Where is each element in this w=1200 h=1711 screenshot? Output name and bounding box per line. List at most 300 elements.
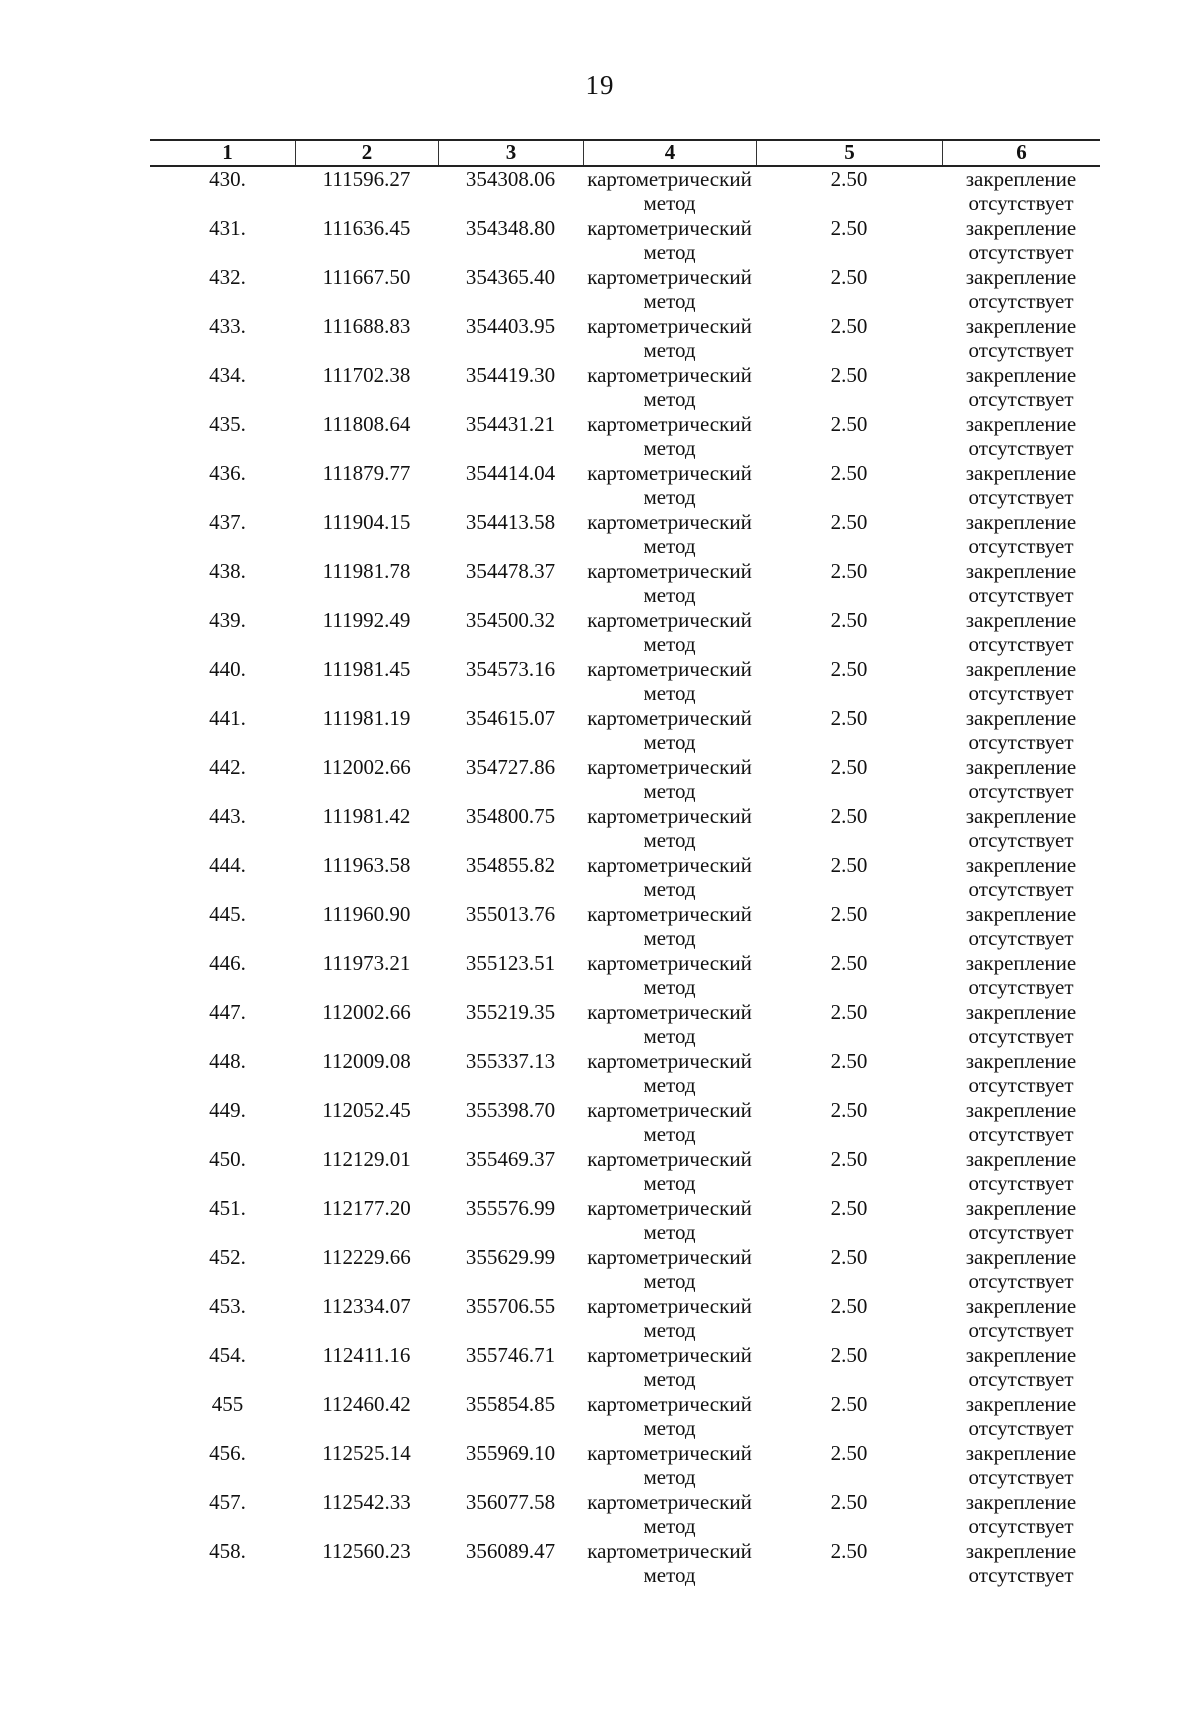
accuracy-cell <box>756 412 942 461</box>
point-number-cell <box>150 1000 295 1049</box>
y-coordinate-cell <box>438 363 583 412</box>
marker-description-cell-text: закрепление <box>965 363 1077 387</box>
table-row <box>150 1441 1100 1490</box>
x-coordinate-cell-text: 111636.45 <box>322 216 411 240</box>
marker-description-cell <box>942 363 1100 412</box>
y-coordinate-cell-text: 355219.35 <box>465 1000 556 1024</box>
x-coordinate-cell <box>295 951 438 1000</box>
accuracy-cell <box>756 951 942 1000</box>
marker-description-cell-text: закрепление <box>965 755 1077 779</box>
accuracy-cell-text: 2.50 <box>830 1196 868 1220</box>
marker-description-cell-text: отсутствует <box>968 828 1074 852</box>
x-coordinate-cell-text: 111960.90 <box>322 902 411 926</box>
method-cell <box>583 1147 756 1196</box>
accuracy-cell-text: 2.50 <box>830 1490 868 1514</box>
y-coordinate-cell-text: 354348.80 <box>465 216 556 240</box>
point-number-cell-text: 442. <box>209 755 246 779</box>
marker-description-cell-text: отсутствует <box>968 1416 1074 1440</box>
method-cell-text: картометрический <box>587 1196 752 1220</box>
accuracy-cell-text: 2.50 <box>830 1294 868 1318</box>
x-coordinate-cell-text: 111688.83 <box>322 314 411 338</box>
marker-description-cell <box>942 216 1100 265</box>
x-coordinate-cell <box>295 167 438 216</box>
method-cell <box>583 1196 756 1245</box>
y-coordinate-cell <box>438 412 583 461</box>
point-number-cell <box>150 1294 295 1343</box>
x-coordinate-cell-text: 111973.21 <box>322 951 411 975</box>
table-row <box>150 706 1100 755</box>
marker-description-cell-text: закрепление <box>965 1490 1077 1514</box>
table-row <box>150 1049 1100 1098</box>
point-number-cell-text: 434. <box>209 363 246 387</box>
method-cell-text: картометрический <box>587 1539 752 1563</box>
accuracy-cell <box>756 1147 942 1196</box>
x-coordinate-cell-text: 112129.01 <box>322 1147 411 1171</box>
x-coordinate-cell <box>295 461 438 510</box>
y-coordinate-cell <box>438 167 583 216</box>
marker-description-cell <box>942 265 1100 314</box>
y-coordinate-cell-text: 354478.37 <box>465 559 556 583</box>
method-cell-text: метод <box>643 1269 696 1293</box>
method-cell-text: метод <box>643 240 696 264</box>
point-number-cell-text: 431. <box>209 216 246 240</box>
x-coordinate-cell <box>295 1441 438 1490</box>
table-row <box>150 167 1100 216</box>
table-row <box>150 1147 1100 1196</box>
accuracy-cell-text: 2.50 <box>830 461 868 485</box>
method-cell-text: метод <box>643 681 696 705</box>
marker-description-cell-text: закрепление <box>965 559 1077 583</box>
accuracy-cell <box>756 1392 942 1441</box>
y-coordinate-cell-text: 354365.40 <box>465 265 556 289</box>
marker-description-cell-text: закрепление <box>965 265 1077 289</box>
x-coordinate-cell-text: 111992.49 <box>322 608 411 632</box>
method-cell-text: картометрический <box>587 559 752 583</box>
column-header-2: 2 <box>295 141 438 165</box>
point-number-cell-text: 449. <box>209 1098 246 1122</box>
marker-description-cell <box>942 804 1100 853</box>
y-coordinate-cell-text: 355337.13 <box>465 1049 556 1073</box>
y-coordinate-cell <box>438 1245 583 1294</box>
method-cell <box>583 1245 756 1294</box>
marker-description-cell <box>942 1147 1100 1196</box>
method-cell-text: картометрический <box>587 1441 752 1465</box>
accuracy-cell-text: 2.50 <box>830 902 868 926</box>
marker-description-cell <box>942 608 1100 657</box>
accuracy-cell <box>756 1539 942 1588</box>
point-number-cell <box>150 412 295 461</box>
point-number-cell-text: 453. <box>209 1294 246 1318</box>
method-cell-text: метод <box>643 485 696 509</box>
y-coordinate-cell <box>438 657 583 706</box>
table-row <box>150 853 1100 902</box>
accuracy-cell <box>756 510 942 559</box>
accuracy-cell <box>756 265 942 314</box>
y-coordinate-cell <box>438 902 583 951</box>
method-cell-text: картометрический <box>587 1392 752 1416</box>
table-row <box>150 265 1100 314</box>
method-cell-text: картометрический <box>587 265 752 289</box>
marker-description-cell-text: отсутствует <box>968 1220 1074 1244</box>
accuracy-cell <box>756 1049 942 1098</box>
accuracy-cell <box>756 1098 942 1147</box>
marker-description-cell-text: закрепление <box>965 1049 1077 1073</box>
marker-description-cell-text: закрепление <box>965 951 1077 975</box>
marker-description-cell-text: отсутствует <box>968 975 1074 999</box>
method-cell-text: метод <box>643 436 696 460</box>
table-row <box>150 1294 1100 1343</box>
accuracy-cell <box>756 804 942 853</box>
marker-description-cell <box>942 1049 1100 1098</box>
table-row <box>150 559 1100 608</box>
table-row <box>150 608 1100 657</box>
x-coordinate-cell-text: 112229.66 <box>322 1245 411 1269</box>
table-row <box>150 1196 1100 1245</box>
accuracy-cell-text: 2.50 <box>830 755 868 779</box>
y-coordinate-cell-text: 354800.75 <box>465 804 556 828</box>
marker-description-cell-text: закрепление <box>965 1392 1077 1416</box>
method-cell-text: метод <box>643 779 696 803</box>
y-coordinate-cell <box>438 1441 583 1490</box>
marker-description-cell <box>942 1343 1100 1392</box>
accuracy-cell-text: 2.50 <box>830 559 868 583</box>
x-coordinate-cell <box>295 1147 438 1196</box>
marker-description-cell-text: отсутствует <box>968 632 1074 656</box>
accuracy-cell-text: 2.50 <box>830 1000 868 1024</box>
accuracy-cell <box>756 1000 942 1049</box>
y-coordinate-cell <box>438 1392 583 1441</box>
point-number-cell <box>150 461 295 510</box>
y-coordinate-cell-text: 354431.21 <box>465 412 556 436</box>
point-number-cell-text: 455 <box>211 1392 244 1416</box>
point-number-cell-text: 430. <box>209 167 246 191</box>
marker-description-cell-text: закрепление <box>965 1539 1077 1563</box>
y-coordinate-cell-text: 354419.30 <box>465 363 556 387</box>
accuracy-cell <box>756 167 942 216</box>
method-cell <box>583 1343 756 1392</box>
table-row <box>150 755 1100 804</box>
x-coordinate-cell-text: 112560.23 <box>322 1539 411 1563</box>
x-coordinate-cell-text: 112334.07 <box>322 1294 411 1318</box>
accuracy-cell <box>756 902 942 951</box>
accuracy-cell <box>756 853 942 902</box>
method-cell-text: картометрический <box>587 706 752 730</box>
accuracy-cell-text: 2.50 <box>830 1441 868 1465</box>
point-number-cell-text: 432. <box>209 265 246 289</box>
method-cell-text: картометрический <box>587 804 752 828</box>
method-cell <box>583 461 756 510</box>
method-cell <box>583 706 756 755</box>
accuracy-cell <box>756 706 942 755</box>
marker-description-cell-text: отсутствует <box>968 1171 1074 1195</box>
marker-description-cell-text: закрепление <box>965 412 1077 436</box>
accuracy-cell <box>756 608 942 657</box>
method-cell-text: картометрический <box>587 1490 752 1514</box>
y-coordinate-cell-text: 355854.85 <box>465 1392 556 1416</box>
accuracy-cell-text: 2.50 <box>830 1343 868 1367</box>
method-cell-text: картометрический <box>587 1245 752 1269</box>
y-coordinate-cell-text: 355469.37 <box>465 1147 556 1171</box>
accuracy-cell <box>756 1490 942 1539</box>
method-cell <box>583 853 756 902</box>
point-number-cell <box>150 657 295 706</box>
accuracy-cell <box>756 216 942 265</box>
y-coordinate-cell-text: 354855.82 <box>465 853 556 877</box>
point-number-cell-text: 438. <box>209 559 246 583</box>
marker-description-cell-text: отсутствует <box>968 926 1074 950</box>
x-coordinate-cell <box>295 755 438 804</box>
y-coordinate-cell <box>438 461 583 510</box>
x-coordinate-cell-text: 112525.14 <box>322 1441 411 1465</box>
x-coordinate-cell <box>295 1049 438 1098</box>
accuracy-cell-text: 2.50 <box>830 1049 868 1073</box>
y-coordinate-cell-text: 355398.70 <box>465 1098 556 1122</box>
point-number-cell <box>150 1098 295 1147</box>
accuracy-cell <box>756 363 942 412</box>
marker-description-cell-text: отсутствует <box>968 730 1074 754</box>
marker-description-cell-text: отсутствует <box>968 1563 1074 1587</box>
table-row <box>150 314 1100 363</box>
method-cell-text: картометрический <box>587 167 752 191</box>
marker-description-cell-text: закрепление <box>965 1441 1077 1465</box>
method-cell-text: метод <box>643 1318 696 1342</box>
table-row <box>150 902 1100 951</box>
method-cell <box>583 1000 756 1049</box>
method-cell-text: картометрический <box>587 461 752 485</box>
x-coordinate-cell <box>295 706 438 755</box>
accuracy-cell-text: 2.50 <box>830 853 868 877</box>
marker-description-cell <box>942 1196 1100 1245</box>
table-row <box>150 363 1100 412</box>
y-coordinate-cell-text: 355969.10 <box>465 1441 556 1465</box>
marker-description-cell <box>942 1245 1100 1294</box>
marker-description-cell <box>942 1392 1100 1441</box>
marker-description-cell-text: закрепление <box>965 1098 1077 1122</box>
x-coordinate-cell <box>295 1098 438 1147</box>
marker-description-cell-text: отсутствует <box>968 485 1074 509</box>
method-cell <box>583 1049 756 1098</box>
method-cell-text: метод <box>643 1563 696 1587</box>
y-coordinate-cell <box>438 1539 583 1588</box>
table-row <box>150 1490 1100 1539</box>
method-cell <box>583 314 756 363</box>
table-row <box>150 412 1100 461</box>
accuracy-cell <box>756 1294 942 1343</box>
y-coordinate-cell <box>438 853 583 902</box>
method-cell-text: метод <box>643 1367 696 1391</box>
x-coordinate-cell <box>295 608 438 657</box>
x-coordinate-cell-text: 111963.58 <box>322 853 411 877</box>
x-coordinate-cell-text: 111596.27 <box>322 167 411 191</box>
x-coordinate-cell-text: 111879.77 <box>322 461 411 485</box>
marker-description-cell-text: закрепление <box>965 608 1077 632</box>
marker-description-cell <box>942 167 1100 216</box>
marker-description-cell <box>942 657 1100 706</box>
y-coordinate-cell-text: 354403.95 <box>465 314 556 338</box>
column-header-3: 3 <box>438 141 583 165</box>
point-number-cell-text: 436. <box>209 461 246 485</box>
method-cell-text: картометрический <box>587 608 752 632</box>
y-coordinate-cell-text: 354573.16 <box>465 657 556 681</box>
accuracy-cell-text: 2.50 <box>830 804 868 828</box>
table-row <box>150 657 1100 706</box>
y-coordinate-cell-text: 355576.99 <box>465 1196 556 1220</box>
column-header-6: 6 <box>942 141 1100 165</box>
marker-description-cell-text: отсутствует <box>968 240 1074 264</box>
accuracy-cell-text: 2.50 <box>830 1392 868 1416</box>
marker-description-cell-text: закрепление <box>965 1294 1077 1318</box>
marker-description-cell-text: закрепление <box>965 1343 1077 1367</box>
marker-description-cell-text: отсутствует <box>968 1024 1074 1048</box>
method-cell <box>583 755 756 804</box>
marker-description-cell-text: отсутствует <box>968 1367 1074 1391</box>
table-row <box>150 1000 1100 1049</box>
accuracy-cell-text: 2.50 <box>830 510 868 534</box>
point-number-cell-text: 454. <box>209 1343 246 1367</box>
y-coordinate-cell-text: 356089.47 <box>465 1539 556 1563</box>
marker-description-cell-text: отсутствует <box>968 1073 1074 1097</box>
y-coordinate-cell-text: 355123.51 <box>465 951 556 975</box>
y-coordinate-cell <box>438 1000 583 1049</box>
x-coordinate-cell-text: 111981.42 <box>322 804 411 828</box>
method-cell-text: метод <box>643 975 696 999</box>
y-coordinate-cell <box>438 216 583 265</box>
y-coordinate-cell <box>438 1490 583 1539</box>
coordinates-table <box>150 139 1100 1588</box>
method-cell-text: метод <box>643 828 696 852</box>
method-cell-text: картометрический <box>587 1000 752 1024</box>
marker-description-cell-text: отсутствует <box>968 1318 1074 1342</box>
x-coordinate-cell <box>295 1294 438 1343</box>
method-cell <box>583 1392 756 1441</box>
accuracy-cell <box>756 755 942 804</box>
point-number-cell <box>150 853 295 902</box>
x-coordinate-cell-text: 111981.45 <box>322 657 411 681</box>
method-cell-text: картометрический <box>587 1343 752 1367</box>
point-number-cell-text: 440. <box>209 657 246 681</box>
accuracy-cell-text: 2.50 <box>830 1245 868 1269</box>
table-body <box>150 167 1100 1588</box>
table-row <box>150 461 1100 510</box>
point-number-cell <box>150 1343 295 1392</box>
marker-description-cell-text: закрепление <box>965 1147 1077 1171</box>
x-coordinate-cell-text: 111981.19 <box>322 706 411 730</box>
x-coordinate-cell <box>295 1490 438 1539</box>
accuracy-cell-text: 2.50 <box>830 951 868 975</box>
y-coordinate-cell-text: 354413.58 <box>465 510 556 534</box>
method-cell <box>583 412 756 461</box>
accuracy-cell <box>756 559 942 608</box>
method-cell <box>583 167 756 216</box>
y-coordinate-cell-text: 356077.58 <box>465 1490 556 1514</box>
x-coordinate-cell-text: 112460.42 <box>322 1392 411 1416</box>
method-cell <box>583 1441 756 1490</box>
point-number-cell <box>150 1539 295 1588</box>
marker-description-cell <box>942 1490 1100 1539</box>
point-number-cell <box>150 1049 295 1098</box>
table-row <box>150 510 1100 559</box>
y-coordinate-cell-text: 355013.76 <box>465 902 556 926</box>
x-coordinate-cell-text: 111808.64 <box>322 412 411 436</box>
marker-description-cell-text: отсутствует <box>968 191 1074 215</box>
x-coordinate-cell-text: 112177.20 <box>322 1196 411 1220</box>
method-cell-text: картометрический <box>587 1098 752 1122</box>
y-coordinate-cell-text: 354727.86 <box>465 755 556 779</box>
marker-description-cell <box>942 510 1100 559</box>
method-cell <box>583 265 756 314</box>
method-cell-text: метод <box>643 1073 696 1097</box>
method-cell-text: картометрический <box>587 1147 752 1171</box>
point-number-cell <box>150 804 295 853</box>
x-coordinate-cell <box>295 1539 438 1588</box>
marker-description-cell-text: закрепление <box>965 216 1077 240</box>
marker-description-cell-text: отсутствует <box>968 338 1074 362</box>
marker-description-cell-text: закрепление <box>965 510 1077 534</box>
accuracy-cell-text: 2.50 <box>830 363 868 387</box>
x-coordinate-cell <box>295 265 438 314</box>
point-number-cell-text: 458. <box>209 1539 246 1563</box>
marker-description-cell <box>942 951 1100 1000</box>
marker-description-cell-text: закрепление <box>965 853 1077 877</box>
accuracy-cell-text: 2.50 <box>830 216 868 240</box>
x-coordinate-cell <box>295 657 438 706</box>
accuracy-cell <box>756 1245 942 1294</box>
marker-description-cell-text: закрепление <box>965 657 1077 681</box>
marker-description-cell-text: закрепление <box>965 706 1077 730</box>
table-row <box>150 951 1100 1000</box>
method-cell <box>583 216 756 265</box>
marker-description-cell-text: отсутствует <box>968 1122 1074 1146</box>
method-cell-text: метод <box>643 191 696 215</box>
method-cell-text: метод <box>643 926 696 950</box>
marker-description-cell-text: отсутствует <box>968 583 1074 607</box>
method-cell <box>583 1490 756 1539</box>
marker-description-cell <box>942 412 1100 461</box>
point-number-cell <box>150 1490 295 1539</box>
table-row <box>150 1245 1100 1294</box>
y-coordinate-cell-text: 355706.55 <box>465 1294 556 1318</box>
point-number-cell <box>150 216 295 265</box>
marker-description-cell-text: закрепление <box>965 1196 1077 1220</box>
accuracy-cell-text: 2.50 <box>830 608 868 632</box>
accuracy-cell <box>756 657 942 706</box>
y-coordinate-cell-text: 354500.32 <box>465 608 556 632</box>
accuracy-cell-text: 2.50 <box>830 314 868 338</box>
point-number-cell <box>150 755 295 804</box>
marker-description-cell-text: закрепление <box>965 1000 1077 1024</box>
marker-description-cell-text: отсутствует <box>968 387 1074 411</box>
method-cell-text: метод <box>643 632 696 656</box>
x-coordinate-cell <box>295 1392 438 1441</box>
point-number-cell-text: 444. <box>209 853 246 877</box>
point-number-cell-text: 445. <box>209 902 246 926</box>
x-coordinate-cell <box>295 902 438 951</box>
accuracy-cell-text: 2.50 <box>830 706 868 730</box>
x-coordinate-cell <box>295 510 438 559</box>
y-coordinate-cell <box>438 706 583 755</box>
table-row <box>150 804 1100 853</box>
accuracy-cell-text: 2.50 <box>830 412 868 436</box>
x-coordinate-cell <box>295 363 438 412</box>
method-cell-text: метод <box>643 877 696 901</box>
point-number-cell <box>150 608 295 657</box>
y-coordinate-cell <box>438 1098 583 1147</box>
point-number-cell <box>150 265 295 314</box>
marker-description-cell <box>942 1441 1100 1490</box>
marker-description-cell <box>942 559 1100 608</box>
point-number-cell-text: 446. <box>209 951 246 975</box>
method-cell-text: метод <box>643 1171 696 1195</box>
